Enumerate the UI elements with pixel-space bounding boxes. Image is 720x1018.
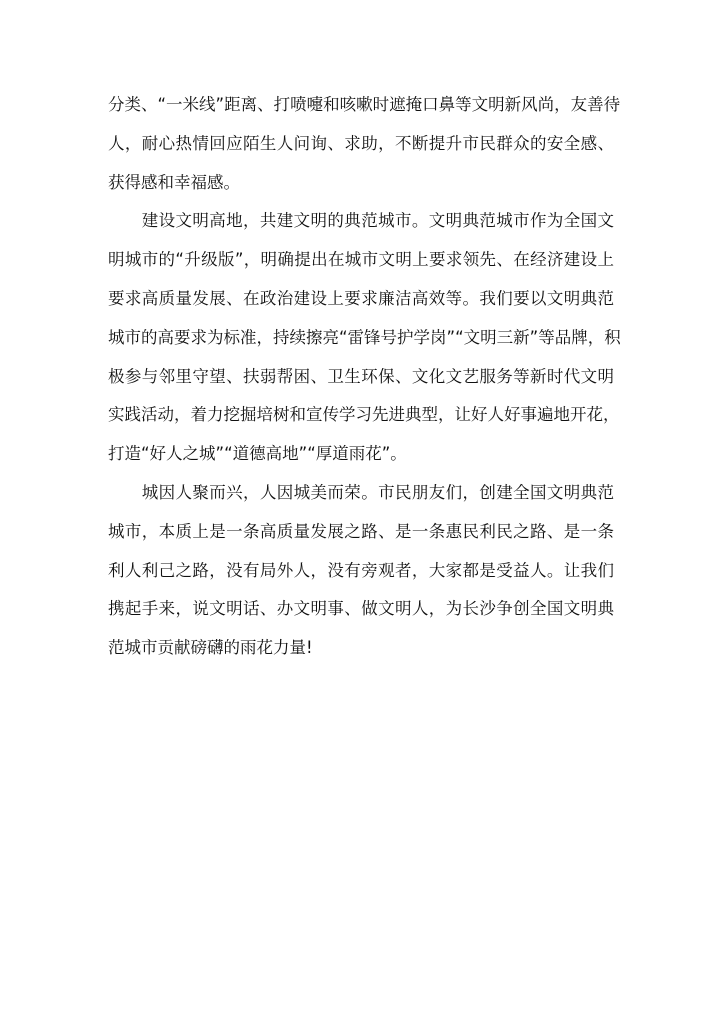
paragraph-line: 利人利己之路，没有局外人，没有旁观者，大家都是受益人。让我们 xyxy=(108,560,614,580)
paragraph-line: 极参与邻里守望、扶弱帮困、卫生环保、文化文艺服务等新时代文明 xyxy=(108,366,614,386)
paragraph-line: 城市的高要求为标准，持续擦亮“雷锋号护学岗”“文明三新”等品牌，积 xyxy=(108,327,621,347)
paragraph-line: 人，耐心热情回应陌生人问询、求助，不断提升市民群众的安全感、 xyxy=(108,133,614,153)
paragraph-line: 城因人聚而兴，人因城美而荣。市民朋友们，创建全国文明典范 xyxy=(108,482,614,502)
paragraph-line: 建设文明高地，共建文明的典范城市。文明典范城市作为全国文 xyxy=(108,211,614,231)
paragraph-line: 携起手来，说文明话、办文明事、做文明人，为长沙争创全国文明典 xyxy=(108,599,614,619)
document-body xyxy=(108,86,621,668)
paragraph-line: 打造“好人之城”“道德高地”“厚道雨花”。 xyxy=(108,444,407,464)
paragraph-line: 实践活动，着力挖掘培树和宣传学习先进典型，让好人好事遍地开花， xyxy=(108,405,620,425)
paragraph-line: 获得感和幸福感。 xyxy=(108,172,240,192)
paragraph-line: 明城市的“升级版”，明确提出在城市文明上要求领先、在经济建设上 xyxy=(108,250,614,270)
paragraph-line: 分类、“一米线”距离、打喷嚏和咳嗽时遮掩口鼻等文明新风尚，友善待 xyxy=(108,95,621,114)
paragraph-line: 城市，本质上是一条高质量发展之路、是一条惠民利民之路、是一条 xyxy=(108,521,614,541)
paragraph-line: 范城市贡献磅礴的雨花力量! xyxy=(108,638,313,658)
paragraph-line: 要求高质量发展、在政治建设上要求廉洁高效等。我们要以文明典范 xyxy=(108,288,614,308)
